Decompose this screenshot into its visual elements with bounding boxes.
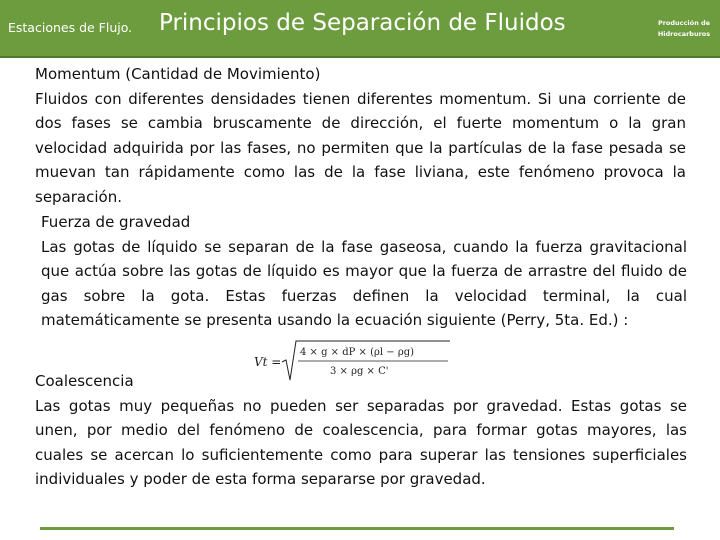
- section-label: Estaciones de Flujo.: [8, 20, 133, 35]
- coalescence-section: [35, 369, 687, 492]
- gravity-heading: Fuerza de gravedad: [41, 213, 191, 231]
- badge-line-1: Producción de: [657, 19, 711, 27]
- formula-numerator: 4 × g × dP × (ρl − ρg): [300, 347, 414, 358]
- formula-denominator: 3 × ρg × C': [330, 366, 389, 377]
- gravity-section: [41, 210, 687, 333]
- coalescence-text: Las gotas muy pequeñas no pueden ser separadas por gravedad. Estas gotas se unen, por medio del fenómeno de coalescencia, para formar gotas mayores, las cuales se acercan lo suficientemente como para superar las tensiones superficiales individuales y poder de esta forma separarse por gravedad.: [35, 396, 687, 489]
- page-title: Principios de Separación de Fluidos: [159, 10, 566, 36]
- momentum-heading: Momentum (Cantidad de Movimiento): [35, 65, 321, 83]
- momentum-text: Fluidos con diferentes densidades tienen diferentes momentum. Si una corriente de dos fases se cambia bruscamente de dirección, el fuerte momentum o la gran velocidad adquirida por las fases, no permiten que la partículas de la fase pesada se muevan tan rápidamente como las de la fase liviana, este fenómeno provoca la separación.: [35, 89, 686, 206]
- badge-line-2: Hidrocarburos: [657, 30, 711, 38]
- coalescence-heading: Coalescencia: [35, 372, 134, 390]
- formula-lhs: Vt =: [254, 355, 282, 369]
- momentum-section: [35, 62, 686, 210]
- logo-badge: [654, 18, 714, 40]
- gravity-text: Las gotas de líquido se separan de la fase gaseosa, cuando la fuerza gravitacional que actúa sobre las gotas de líquido es mayor que la fuerza de arrastre del fluido de gas sobre la gota. Estas fuerzas definen la velocidad terminal, la cual matemáticamente se presenta usando la ecuación siguiente (Perry, 5ta. Ed.) :: [41, 237, 687, 330]
- header-bar: [0, 0, 720, 58]
- footer-divider: [40, 527, 674, 530]
